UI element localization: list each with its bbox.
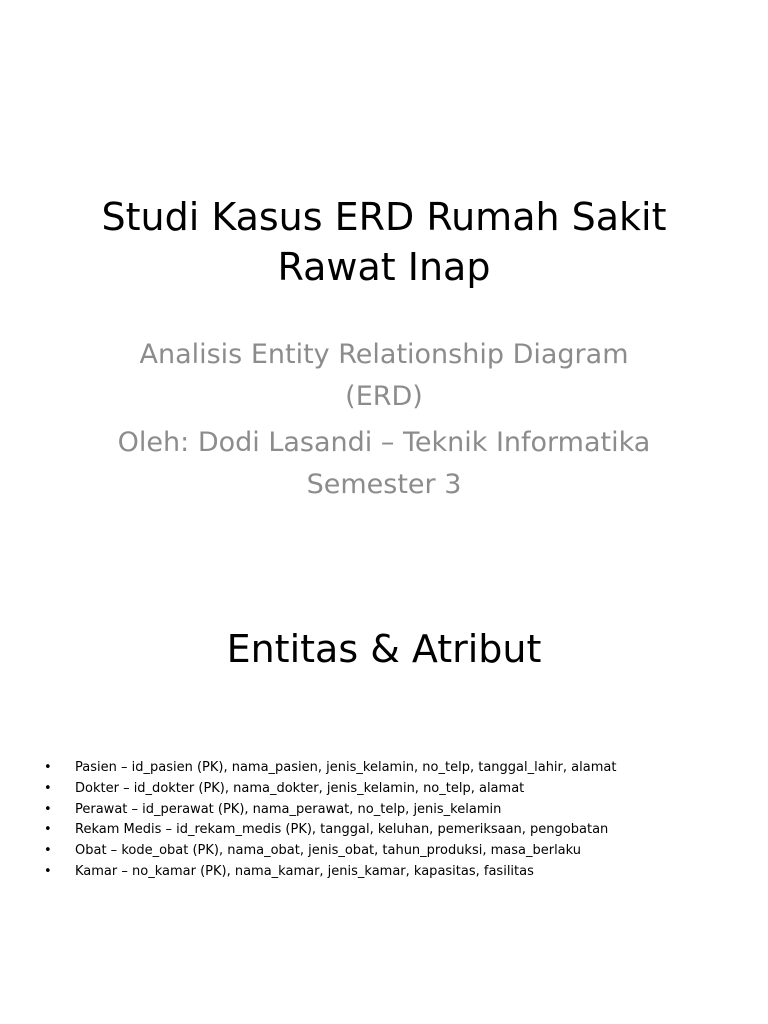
bullet-icon: •: [44, 801, 52, 817]
list-item: [44, 800, 724, 821]
subtitle-line-author: Oleh: Dodi Lasandi – Teknik Informatika Semester 3: [117, 427, 651, 500]
entity-attribute-list: [44, 758, 724, 883]
section-heading: Entitas & Atribut: [226, 627, 542, 671]
list-item: [44, 841, 724, 862]
list-item: [44, 779, 724, 800]
list-item-text: Perawat – id_perawat (PK), nama_perawat, no_telp, jenis_kelamin: [75, 801, 502, 817]
subtitle-line-topic: Analisis Entity Relationship Diagram (ERD): [139, 339, 629, 412]
list-item-text: Kamar – no_kamar (PK), nama_kamar, jenis_kamar, kapasitas, fasilitas: [75, 863, 534, 879]
list-item: [44, 758, 724, 779]
bullet-icon: •: [44, 760, 52, 775]
list-item: [44, 862, 724, 883]
slide-subtitle: [100, 334, 668, 510]
bullet-icon: •: [44, 843, 52, 859]
slide-title: Studi Kasus ERD Rumah Sakit Rawat Inap: [101, 195, 667, 289]
bullet-icon: •: [44, 780, 52, 796]
bullet-icon: •: [44, 863, 52, 879]
list-item-text: Rekam Medis – id_rekam_medis (PK), tanggal, keluhan, pemeriksaan, pengobatan: [75, 822, 609, 838]
list-item: [44, 820, 724, 841]
list-item-text: Pasien – id_pasien (PK), nama_pasien, jenis_kelamin, no_telp, tanggal_lahir, alamat: [75, 760, 617, 775]
list-item-text: Obat – kode_obat (PK), nama_obat, jenis_obat, tahun_produksi, masa_berlaku: [75, 843, 582, 859]
bullet-icon: •: [44, 822, 52, 838]
list-item-text: Dokter – id_dokter (PK), nama_dokter, jenis_kelamin, no_telp, alamat: [75, 780, 525, 796]
